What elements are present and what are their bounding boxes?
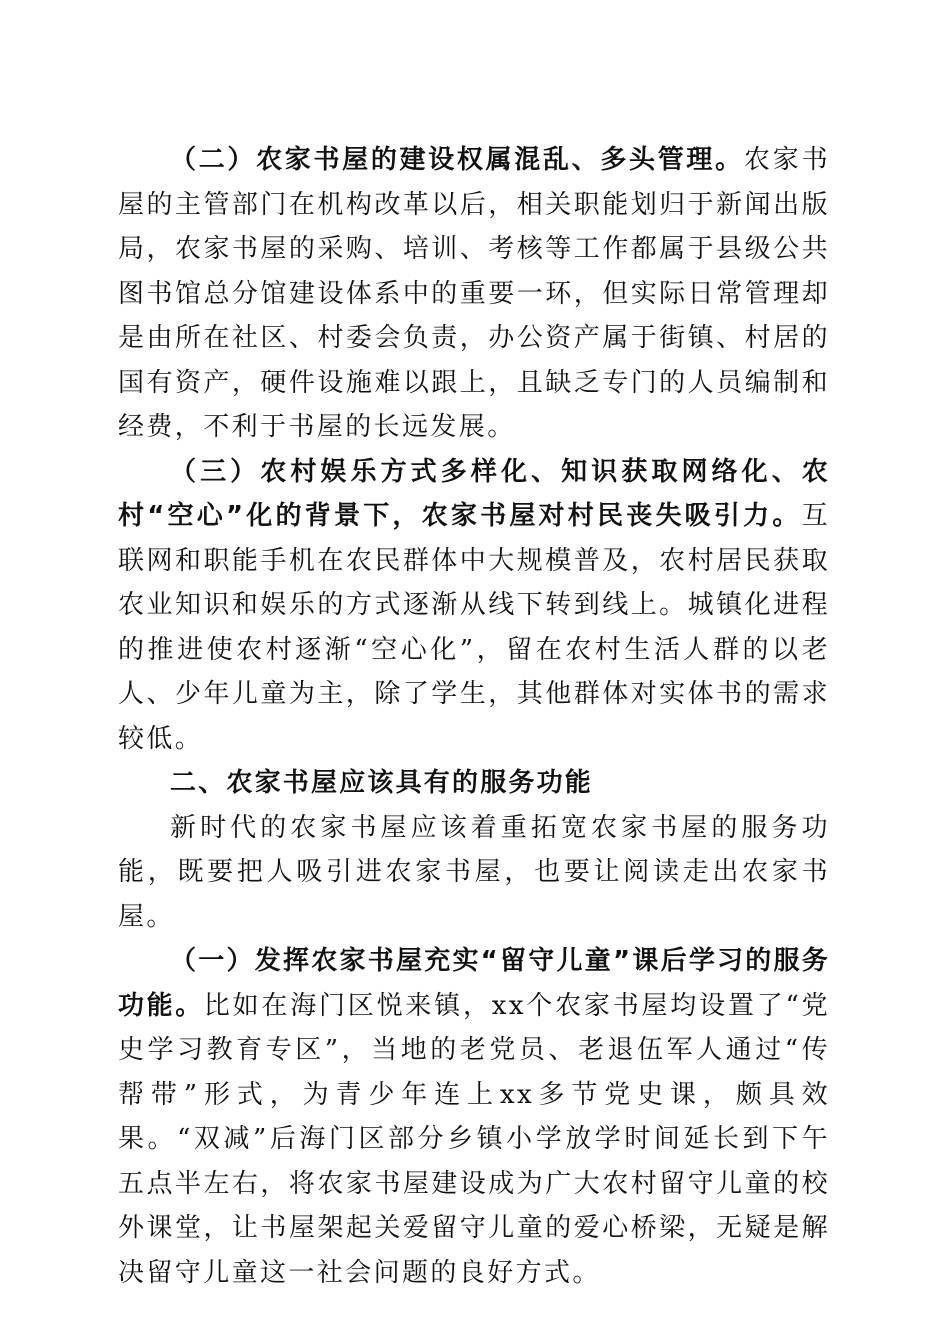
paragraph-left-behind-children xyxy=(118,939,830,1295)
paragraph-management xyxy=(118,138,830,450)
paragraph-entertainment xyxy=(118,450,830,762)
section-intro: 新时代的农家书屋应该着重拓宽农家书屋的服务功能，既要把人吸引进农家书屋，也要让阅读走出农家书屋。 xyxy=(118,812,830,932)
section-heading: 二、农家书屋应该具有的服务功能 xyxy=(170,768,594,798)
paragraph-left-behind-children-lead: （一）发挥农家书屋充实“留守儿童”课后学习的服务功能。 xyxy=(118,946,830,1021)
paragraph-management-body: 农家书屋的主管部门在机构改革以后，相关职能划归于新闻出版局，农家书屋的采购、培训、考核等工作都属于县级公共图书馆总分馆建设体系中的重要一环，但实际日常管理却是由所在社区、村委会负责，办公资产属于街镇、村居的国有资产，硬件设施难以跟上，且缺乏专门的人员编制和经费，不利于书屋的长远发展。 xyxy=(118,145,830,442)
document-body xyxy=(118,138,830,1295)
paragraph-entertainment-lead: （三）农村娱乐方式多样化、知识获取网络化、农村“空心”化的背景下，农家书屋对村民丧失吸引力。 xyxy=(118,456,830,531)
paragraph-management-lead: （二）农家书屋的建设权属混乱、多头管理。 xyxy=(170,145,744,175)
paragraph-entertainment-body: 互联网和职能手机在农民群体中大规模普及，农村居民获取农业知识和娱乐的方式逐渐从线下转到线上。城镇化进程的推进使农村逐渐“空心化”，留在农村生活人群的以老人、少年儿童为主，除了学生，其他群体对实体书的需求较低。 xyxy=(118,501,830,754)
paragraph-left-behind-children-body: 比如在海门区悦来镇，xx个农家书屋均设置了“党史学习教育专区”，当地的老党员、老退伍军人通过“传帮带”形式，为青少年连上xx多节党史课，颇具效果。“双减”后海门区部分乡镇小学放学时间延长到下午五点半左右，将农家书屋建设成为广大农村留守儿童的校外课堂，让书屋架起关爱留守儿童的爱心桥梁，无疑是解决留守儿童这一社会问题的良好方式。 xyxy=(118,990,830,1288)
